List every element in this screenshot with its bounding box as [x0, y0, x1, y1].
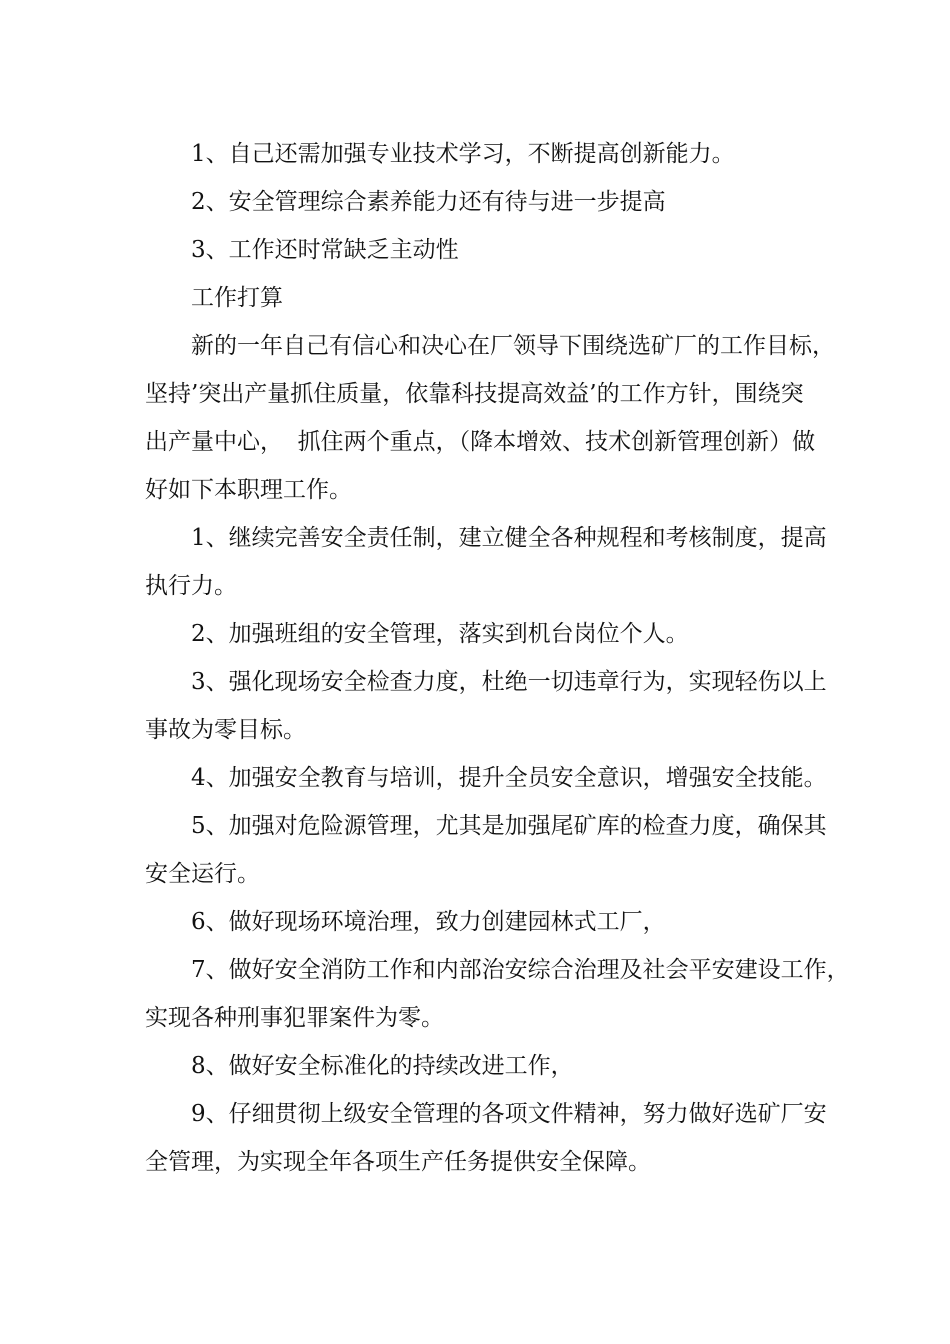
- intro-line-3: 出产量中心， 抓住两个重点，（降本增效、技术创新管理创新）做: [145, 429, 816, 455]
- document-body: [145, 130, 850, 1186]
- plan-7-line-2: 实现各种刑事犯罪案件为零。: [145, 1005, 444, 1031]
- plan-6-line-1: 6、做好现场环境治理，致力创建园林式工厂，: [191, 909, 666, 935]
- plan-8-line-1: 8、做好安全标准化的持续改进工作，: [191, 1053, 574, 1079]
- plan-2-line-1: 2、加强班组的安全管理，落实到机台岗位个人。: [191, 621, 689, 647]
- intro-line-2: 坚持’突出产量抓住质量，依靠科技提高效益’的工作方针，围绕突: [145, 381, 804, 407]
- plan-5-line-2: 安全运行。: [145, 861, 260, 887]
- plan-3-line-1: 3、强化现场安全检查力度，杜绝一切违章行为，实现轻伤以上: [191, 669, 827, 695]
- plan-3-line-2: 事故为零目标。: [145, 717, 306, 743]
- intro-line-4: 好如下本职理工作。: [145, 477, 352, 503]
- section-heading: 工作打算: [191, 285, 283, 311]
- intro-line-1: 新的一年自己有信心和决心在厂领导下围绕选矿厂的工作目标，: [191, 333, 835, 359]
- plan-9-line-1: 9、仔细贯彻上级安全管理的各项文件精神，努力做好选矿厂安: [191, 1101, 827, 1127]
- plan-7-line-1: 7、做好安全消防工作和内部治安综合治理及社会平安建设工作，: [191, 957, 850, 983]
- issue-3: 3、工作还时常缺乏主动性: [191, 237, 459, 263]
- plan-1-line-2: 执行力。: [145, 573, 237, 599]
- plan-4-line-1: 4、加强安全教育与培训，提升全员安全意识，增强安全技能。: [191, 765, 827, 791]
- issue-1: 1、自己还需加强专业技术学习，不断提高创新能力。: [191, 141, 735, 167]
- plan-1-line-1: 1、继续完善安全责任制，建立健全各种规程和考核制度，提高: [191, 525, 827, 551]
- plan-9-line-2: 全管理，为实现全年各项生产任务提供安全保障。: [145, 1149, 651, 1175]
- plan-5-line-1: 5、加强对危险源管理，尤其是加强尾矿库的检查力度，确保其: [191, 813, 827, 839]
- issue-2: 2、安全管理综合素养能力还有待与进一步提高: [191, 189, 666, 215]
